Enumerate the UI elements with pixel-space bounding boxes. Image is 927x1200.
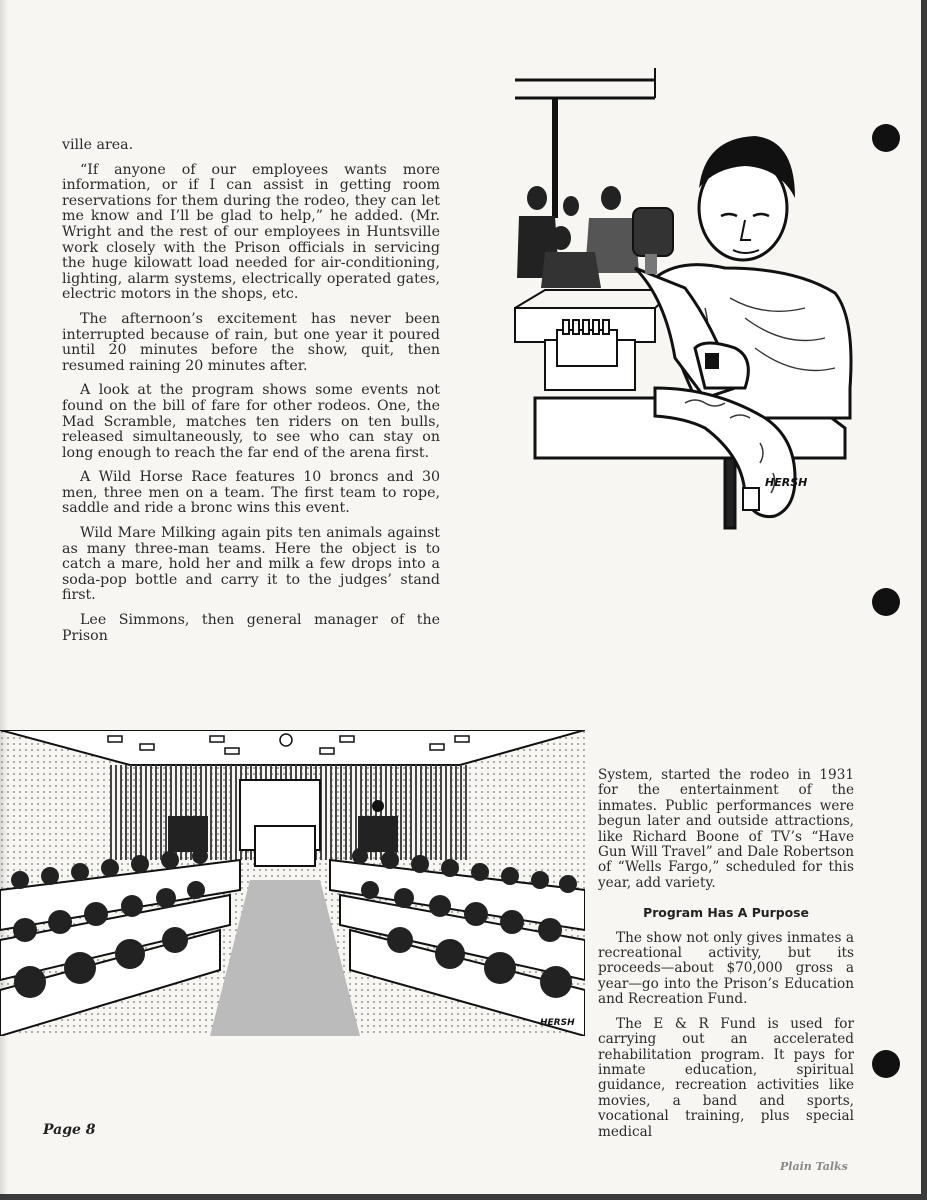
paragraph: ville area. — [62, 137, 134, 153]
paragraph: A Wild Horse Race features 10 broncs and 30 men, three men on a team. The first team to rope, saddle and ride a bronc wins this event. — [62, 469, 440, 517]
paragraph: The E & R Fund is used for carrying out an accelerated rehabilitation program. It pays for inmate education, spiritual guidance, recreation activities like movies, a band and sports, vocational training, plus special medical — [598, 1015, 854, 1140]
magazine-name: Plain Talks — [780, 1160, 848, 1173]
binder-hole-middle — [872, 588, 900, 616]
section-heading: Program Has A Purpose — [643, 905, 809, 921]
right-text-column — [598, 768, 854, 1149]
paragraph: The afternoon’s excitement has never been interrupted because of rain, but one year it poured until 20 minutes before the show, quit, then resumed raining 20 minutes after. — [62, 310, 440, 374]
craftsman-illustration — [505, 58, 857, 550]
paragraph: Wild Mare Milking again pits ten animals against as many three-man teams. Here the object is to catch a mare, hold her and milk a few drops into a soda-pop bottle and carry it to the judges’ stand first. — [62, 525, 440, 604]
page-number: Page 8 — [43, 1122, 96, 1138]
paragraph: The show not only gives inmates a recreational activity, but its proceeds—about $70,000 gross a year—go into the Prison’s Education and Recreation Fund. — [598, 929, 854, 1008]
paragraph: Lee Simmons, then general manager of the Prison — [62, 612, 440, 644]
paragraph: A look at the program shows some events not found on the bill of fare for other rodeos. One, the Mad Scramble, matches ten riders on ten bulls, released simultaneously, to see who can stay on long enough to reach the far end of the arena first. — [62, 382, 440, 461]
illustration-signature: HERSH — [765, 476, 808, 489]
paragraph: System, started the rodeo in 1931 for the entertainment of the inmates. Public performances were begun later and outside attractions, like Richard Boone of TV’s “Have Gun Will Travel” and Dale Robertson of “Wells Fargo,” scheduled for this year, add variety. — [598, 767, 854, 891]
binder-hole-top — [872, 124, 900, 152]
paragraph: “If anyone of our employees wants more information, or if I can assist in getting room reservations for them during the rodeo, they can let me know and I’ll be glad to help,” he added. (Mr. Wright and the rest of our employees in Huntsville work closely with the Prison officials in servicing the huge kilowatt load needed for air-conditioning, lighting, alarm systems, electrically operated gates, electric motors in the shops, etc. — [62, 161, 440, 303]
chapel-illustration — [0, 730, 585, 1036]
illustration-signature: HERSH — [540, 1018, 575, 1028]
binder-hole-bottom — [872, 1050, 900, 1078]
left-text-column — [62, 138, 440, 653]
